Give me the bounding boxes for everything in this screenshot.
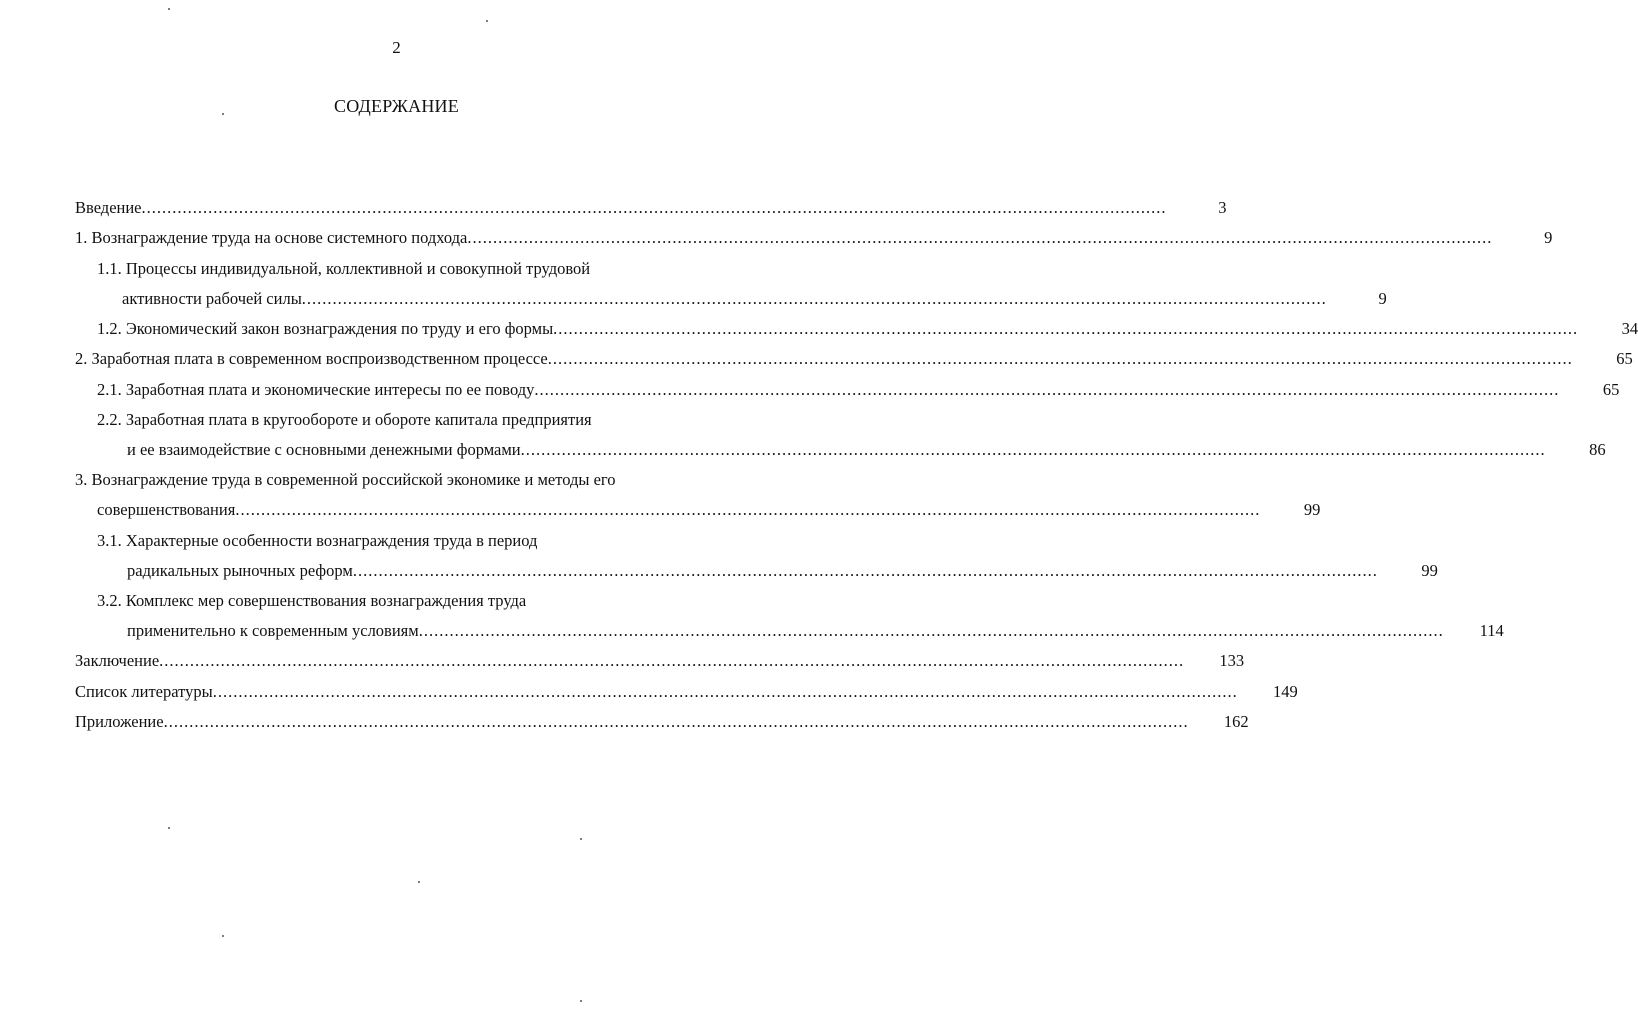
toc-page-number: 65	[1616, 349, 1633, 368]
toc-entry-text: Приложение	[75, 712, 164, 731]
scan-speck	[580, 838, 582, 840]
toc-page-number: 9	[1544, 228, 1553, 247]
toc-page-number: 9	[1378, 289, 1387, 308]
toc-entry-text: и ее взаимодействие с основными денежными формами	[127, 440, 521, 459]
scan-speck	[418, 881, 420, 883]
toc-entry-section-2-1[interactable]	[97, 378, 1620, 402]
toc-leader-dots: ........................................................................................................................................................................................................	[547, 349, 1573, 368]
toc-leader-dots: ........................................................................................................................................................................................................	[301, 289, 1327, 308]
toc-leader-dots: ........................................................................................................................................................................................................	[520, 440, 1546, 459]
toc-entry-intro[interactable]	[75, 196, 1227, 220]
scan-speck	[168, 8, 170, 10]
toc-entry-section-3-1[interactable]	[127, 559, 1438, 583]
toc-leader-dots: ........................................................................................................................................................................................................	[141, 198, 1167, 217]
toc-entry-text: применительно к современным условиям	[127, 621, 419, 640]
toc-entry-appendix[interactable]	[75, 710, 1249, 734]
scan-speck	[168, 827, 170, 829]
toc-entry-section-2-2-line1[interactable]: 2.2. Заработная плата в кругообороте и обороте капитала предприятия	[97, 410, 592, 429]
toc-entry-chapter-2[interactable]	[75, 347, 1633, 371]
toc-entry-section-1-1-line1[interactable]: 1.1. Процессы индивидуальной, коллективной и совокупной трудовой	[97, 259, 591, 278]
toc-entry-section-3-2[interactable]	[127, 619, 1504, 643]
toc-entry-section-3-1-line1[interactable]: 3.1. Характерные особенности вознаграждения труда в период	[97, 531, 538, 550]
toc-entry-text: 1.2. Экономический закон вознаграждения по труду и его формы	[97, 319, 554, 338]
toc-entry-text: радикальных рыночных реформ	[127, 561, 353, 580]
toc-entry-text: активности рабочей силы	[122, 289, 302, 308]
toc-entry-section-2-2[interactable]	[127, 438, 1606, 462]
toc-page-number: 149	[1272, 682, 1298, 701]
toc-entry-text: Заключение	[75, 651, 160, 670]
toc-page-number: 99	[1303, 500, 1321, 519]
toc-page-number: 99	[1421, 561, 1438, 580]
toc-entry-text: Список литературы	[75, 682, 213, 701]
toc-leader-dots: ........................................................................................................................................................................................................	[534, 380, 1560, 399]
toc-leader-dots: ........................................................................................................................................................................................................	[467, 228, 1493, 247]
toc-entry-chapter-1[interactable]	[75, 226, 1553, 250]
toc-page-number: 114	[1479, 621, 1504, 640]
toc-leader-dots: ........................................................................................................................................................................................................	[159, 651, 1185, 670]
toc-leader-dots: ........................................................................................................................................................................................................	[212, 682, 1238, 701]
toc-leader-dots: ........................................................................................................................................................................................................	[235, 500, 1261, 519]
toc-entry-text: 2.1. Заработная плата и экономические интересы по ее поводу	[97, 380, 535, 399]
toc-entry-chapter-3[interactable]	[97, 498, 1321, 522]
toc-entry-chapter-3-line1[interactable]: 3. Вознаграждение труда в современной российской экономике и методы его	[75, 470, 616, 489]
toc-leader-dots: ........................................................................................................................................................................................................	[163, 712, 1189, 731]
scan-speck	[486, 20, 488, 22]
toc-entry-text: Введение	[75, 198, 142, 217]
toc-entry-section-3-2-line1[interactable]: 3.2. Комплекс мер совершенствования вознаграждения труда	[97, 591, 527, 610]
toc-page-number: 133	[1219, 651, 1245, 670]
scan-speck	[580, 1000, 582, 1002]
toc-page-number: 162	[1223, 712, 1249, 731]
toc-leader-dots: ........................................................................................................................................................................................................	[553, 319, 1579, 338]
toc-entry-text: совершенствования	[97, 500, 236, 519]
toc-leader-dots: ........................................................................................................................................................................................................	[352, 561, 1378, 580]
toc-entry-text: 1. Вознаграждение труда на основе системного подхода	[75, 228, 468, 247]
toc-entry-section-1-1[interactable]	[122, 287, 1387, 311]
toc-leader-dots: ........................................................................................................................................................................................................	[418, 621, 1444, 640]
toc-entry-conclusion[interactable]	[75, 649, 1245, 673]
toc-entry-section-1-2[interactable]	[97, 317, 1638, 341]
toc-page-number: 86	[1589, 440, 1606, 459]
scan-speck	[222, 113, 224, 115]
toc-page-number: 65	[1602, 380, 1620, 399]
toc-entry-text: 2. Заработная плата в современном воспроизводственном процессе	[75, 349, 548, 368]
toc-heading: СОДЕРЖАНИЕ	[334, 96, 459, 116]
toc-page-number: 34	[1621, 319, 1638, 338]
toc-entry-references[interactable]	[75, 680, 1298, 704]
toc-page-number: 3	[1218, 198, 1227, 217]
scan-speck	[222, 935, 224, 937]
page-number: 2	[392, 38, 401, 57]
